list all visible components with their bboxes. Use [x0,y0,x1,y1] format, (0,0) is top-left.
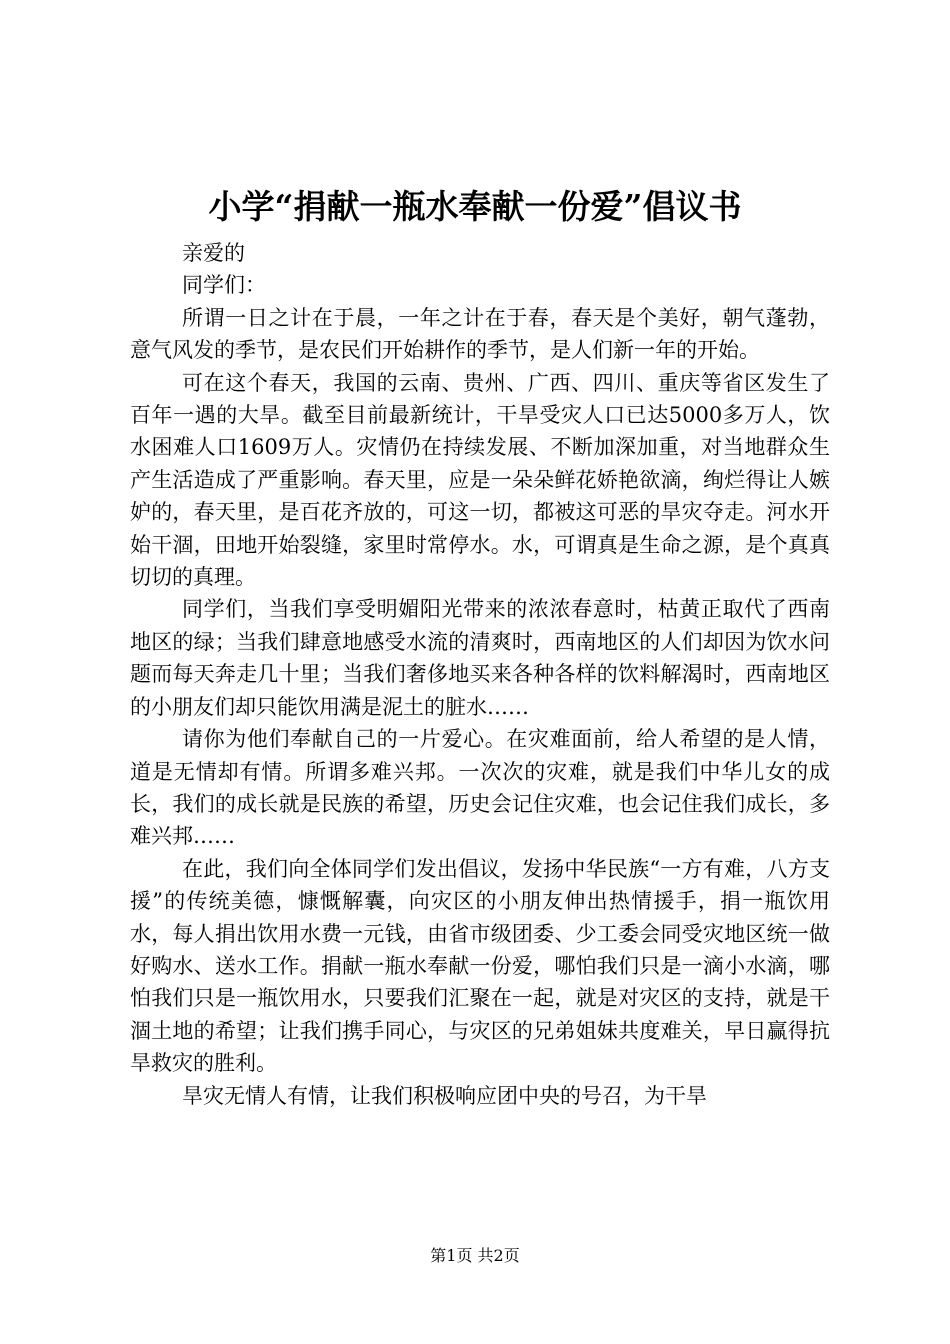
greeting-line-1: 亲爱的 [182,241,245,265]
greeting-line-2: 同学们： [182,273,266,298]
page-number-footer: 第1页 共2页 [430,1246,520,1265]
paragraph: 旱灾无情人有情，让我们积极响应团中央的号召，为干旱 [182,1083,707,1108]
paragraph: 请你为他们奉献自己的一片爱心。在灾难面前，给人希望的是人情，道是无情却有情。所谓多难兴邦。一次次的灾难，就是我们中华儿女的成长，我们的成长就是民族的希望，历史会记住灾难，也会记住我们成长，多难兴邦…… [130,727,830,849]
paragraph: 同学们，当我们享受明媚阳光带来的浓浓春意时，枯黄正取代了西南地区的绿；当我们肆意地感受水流的清爽时，西南地区的人们却因为饮水问题而每天奔走几十里；当我们奢侈地买来各种各样的饮料解渴时，西南地区的小朋友们却只能饮用满是泥土的脏水…… [130,597,830,719]
document-title: 小学“捐献一瓶水奉献一份爱”倡议书 [208,187,742,226]
paragraph: 可在这个春天，我国的云南、贵州、广西、四川、重庆等省区发生了百年一遇的大旱。截至目前最新统计，干旱受灾人口已达5000多万人，饮水困难人口1609万人。灾情仍在持续发展、不断加深加重，对当地群众生产生活造成了严重影响。春天里，应是一朵朵鲜花娇艳欲滴，绚烂得让人嫉妒的，春天里，是百花齐放的，可这一切，都被这可恶的旱灾夺走。河水开始干涸，田地开始裂缝，家里时常停水。水，可谓真是生命之源，是个真真切切的真理。 [130,370,830,590]
document-body [130,237,830,1112]
paragraph: 所谓一日之计在于晨，一年之计在于春，春天是个美好，朝气蓬勃，意气风发的季节，是农民们开始耕作的季节，是人们新一年的开始。 [130,305,830,363]
paragraph: 在此，我们向全体同学们发出倡议，发扬中华民族“一方有难，八方支援”的传统美德，慷慨解囊，向灾区的小朋友伸出热情援手，捐一瓶饮用水，每人捐出饮用水费一元钱，由省市级团委、少工委会同受灾地区统一做好购水、送水工作。捐献一瓶水奉献一份爱，哪怕我们只是一滴小水滴，哪怕我们只是一瓶饮用水，只要我们汇聚在一起，就是对灾区的支持，就是干涸土地的希望；让我们携手同心，与灾区的兄弟姐妹共度难关，早日赢得抗旱救灾的胜利。 [130,856,830,1076]
